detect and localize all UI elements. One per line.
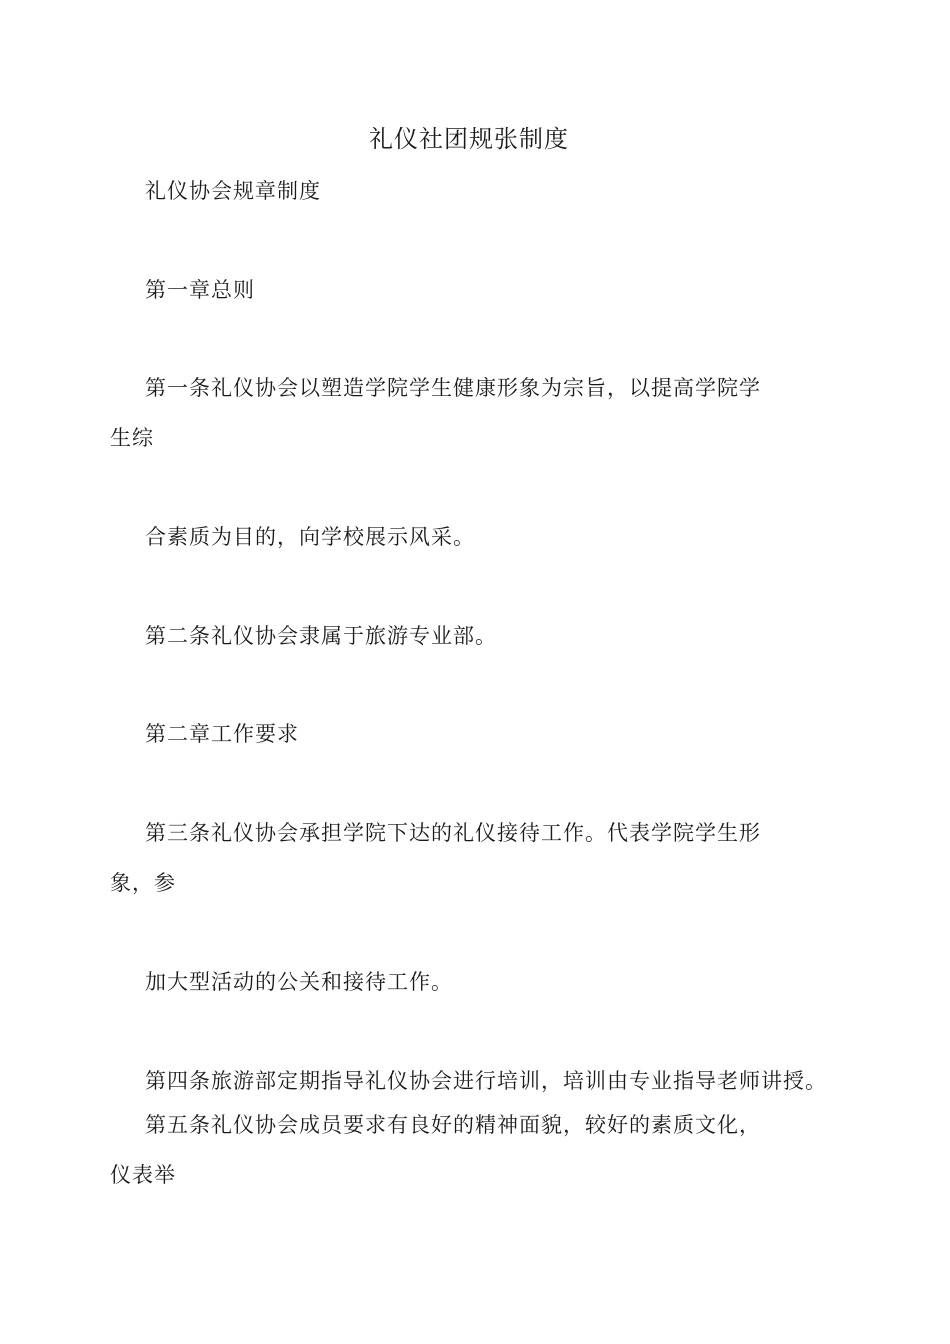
paragraph-line: 仪表举: [110, 1163, 176, 1187]
paragraph-line: 加大型活动的公关和接待工作。: [145, 970, 453, 994]
paragraph-line: 第三条礼仪协会承担学院下达的礼仪接待工作。代表学院学生形: [145, 821, 761, 845]
chapter-heading: 第二章工作要求: [145, 722, 299, 746]
subtitle-line: 礼仪协会规章制度: [145, 179, 321, 203]
paragraph-line: 第二条礼仪协会隶属于旅游专业部。: [145, 624, 497, 648]
document-title: 礼仪社团规张制度: [369, 125, 569, 153]
paragraph-line: 象，参: [110, 871, 176, 895]
paragraph-line: 合素质为目的，向学校展示风采。: [145, 525, 475, 549]
paragraph-line: 生综: [110, 426, 154, 450]
paragraph-line: 第四条旅游部定期指导礼仪协会进行培训，培训由专业指导老师讲授。: [145, 1069, 827, 1093]
chapter-heading: 第一章总则: [145, 278, 255, 302]
paragraph-line: 第一条礼仪协会以塑造学院学生健康形象为宗旨，以提高学院学: [145, 376, 761, 400]
paragraph-line: 第五条礼仪协会成员要求有良好的精神面貌，较好的素质文化，: [145, 1113, 761, 1137]
